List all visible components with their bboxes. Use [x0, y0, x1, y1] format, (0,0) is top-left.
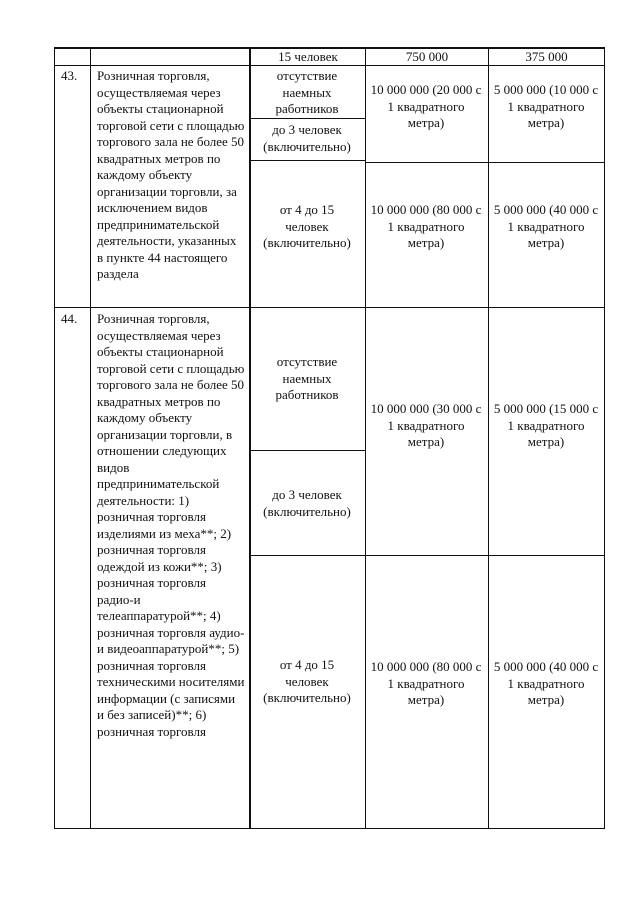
top-row-value-b: 375 000 [525, 49, 568, 64]
employees-cell: до 3 человек (включительно) [263, 122, 351, 154]
row-number: 43. [61, 68, 78, 83]
row-number: 44. [61, 311, 78, 326]
value-a-cell: 10 000 000 (20 000 с 1 квадратного метра) [370, 82, 482, 130]
employees-cell: от 4 до 15 человек (включительно) [263, 657, 351, 705]
row-activity: Розничная торговля, осуществляемая через объекты стационарной торговой сети с площадью торгового зала не более 50 квадратных метров по каждому объекту организации торговли, за исключением видов предпринимательской деятельности, указанных в пункте 44 настоящего раздела [97, 68, 245, 281]
value-b-cell: 5 000 000 (40 000 с 1 квадратного метра) [493, 202, 599, 250]
top-row-value-a: 750 000 [405, 49, 449, 64]
value-a-cell: 10 000 000 (80 000 с 1 квадратного метра) [370, 202, 482, 250]
employees-cell: от 4 до 15 человек (включительно) [263, 202, 351, 250]
value-b-cell: 5 000 000 (10 000 с 1 квадратного метра) [493, 82, 599, 130]
employees-cell: отсутствие наемных работников [275, 354, 339, 402]
employees-cell: до 3 человек (включительно) [263, 487, 351, 519]
value-a-cell: 10 000 000 (30 000 с 1 квадратного метра) [370, 401, 482, 449]
value-b-cell: 5 000 000 (40 000 с 1 квадратного метра) [493, 659, 599, 707]
value-a-cell: 10 000 000 (80 000 с 1 квадратного метра) [370, 659, 482, 707]
value-b-cell: 5 000 000 (15 000 с 1 квадратного метра) [493, 401, 599, 449]
top-row-employees: 15 человек [278, 49, 338, 64]
row-activity: Розничная торговля, осуществляемая через объекты стационарной торговой сети с площадью торгового зала не более 50 квадратных метров по каждому объекту организации торговли, в отношении следующих видов предпринимательской деятельности: 1) розничная торговля изделиями из меха**; 2) розничная торговля одеждой из кожи**; 3) розничная торговля радио-и телеаппаратурой**; 4) розничная торговля аудио- и видеоаппаратурой**; 5) розничная торговля техническими носителями информации (с записями и без записей)**; 6) розничная торговля [97, 311, 245, 739]
employees-cell: отсутствие наемных работников [275, 68, 339, 116]
